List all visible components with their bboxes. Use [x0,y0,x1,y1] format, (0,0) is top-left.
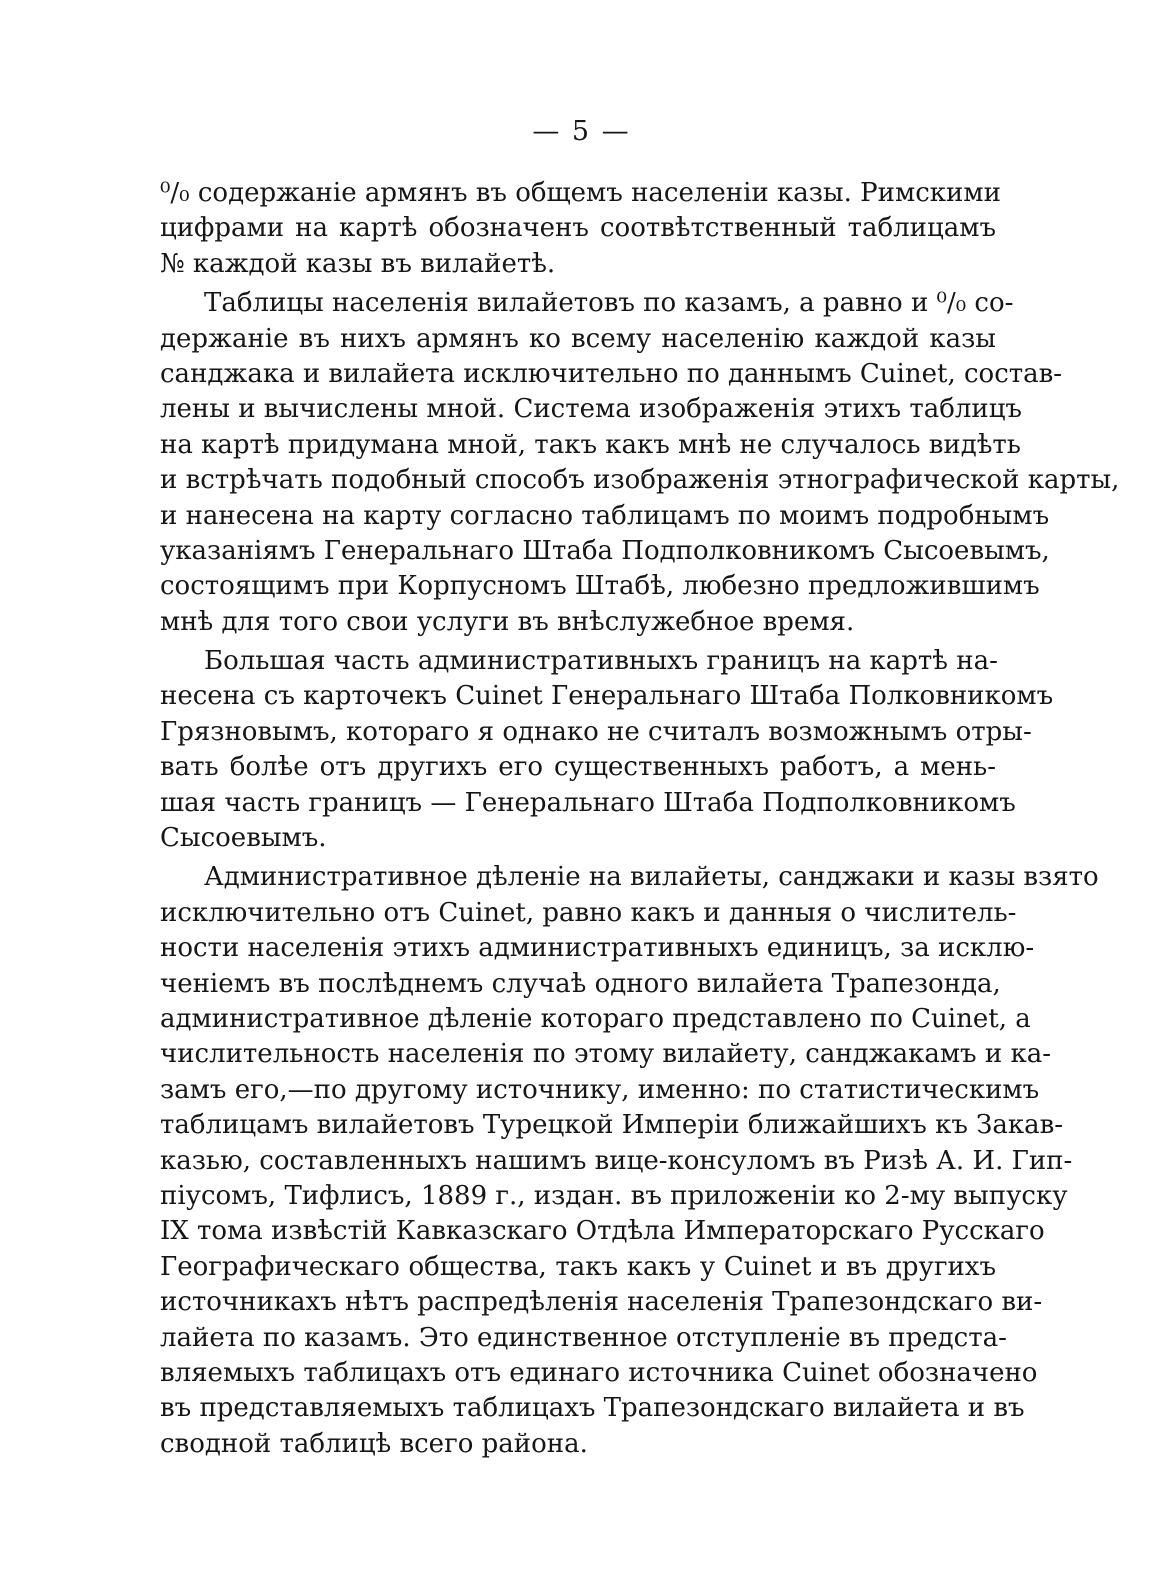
text-line: административное дѣленiе котораго представлено по Cuinet, а [160,1003,1031,1034]
text-line: и нанесена на карту согласно таблицамъ по моимъ подробнымъ [160,500,1050,531]
text-line: замъ его,—по другому источнику, именно: по статистическимъ [160,1074,1040,1105]
text-line: таблицамъ вилайетовъ Турецкой Имперiи ближайшихъ къ Закав- [160,1110,1064,1141]
paragraph-1 [160,176,1001,282]
text-line: ⁰/₀ содержанiе армянъ въ общемъ населенiи казы. Римскими [160,178,1001,208]
body-text [160,176,1120,1462]
text-line: Географическаго общества, такъ какъ у Cuinet и въ другихъ [160,1251,996,1282]
text-line: числительность населенiя по этому вилайету, санджакамъ и ка- [160,1039,1051,1070]
text-line: несена съ карточекъ Cuinet Генеральнаго Штаба Полковникомъ [160,681,1054,712]
paragraph-2 [160,286,1120,640]
text-line: Административное дѣленiе на вилайеты, санджаки и казы взято [204,862,1099,893]
text-line: на картѣ придумана мной, такъ какъ мнѣ не случалось видѣть [160,429,1021,460]
page-number: — 5 — [532,116,631,147]
text-line: вать болѣе отъ другихъ его существенныхъ работъ, а мень- [160,752,996,783]
text-line: ченiемъ въ послѣднемъ случаѣ одного вилайета Трапезонда, [160,968,1001,999]
text-line: шая часть границъ — Генеральнаго Штаба Подполковникомъ [160,787,1016,818]
text-line: состоящимъ при Корпусномъ Штабѣ, любезно предложившимъ [160,571,1040,602]
text-line: Грязновымъ, котораго я однако не считалъ возможнымъ отры- [160,716,1032,747]
text-line: и встрѣчать подобный способъ изображенiя этнографической карты, [160,465,1120,496]
paragraph-4 [160,860,1099,1462]
text-line: цифрами на картѣ обозначенъ соотвѣтственный таблицамъ [160,213,996,244]
text-line: ности населенiя этихъ административныхъ единицъ, за исклю- [160,933,1035,964]
text-line: исключительно отъ Cuinet, равно какъ и данныя о числитель- [160,897,1017,928]
text-line: лены и вычислены мной. Система изображенiя этихъ таблицъ [160,394,1022,425]
paragraph-3 [160,644,1054,856]
text-line: IX тома извѣстiй Кавказскаго Отдѣла Императорскаго Русскаго [160,1216,1045,1247]
text-line: источникахъ нѣтъ распредѣленiя населенiя Трапезондскаго ви- [160,1287,1043,1318]
text-line: № каждой казы въ вилайетѣ. [160,248,556,279]
text-line: указанiямъ Генеральнаго Штаба Подполковникомъ Сысоевымъ, [160,535,1050,566]
text-line: санджака и вилайета исключительно по даннымъ Cuinet, состав- [160,358,1063,389]
text-line: Таблицы населенiя вилайетовъ по казамъ, а равно и ⁰/₀ со- [204,288,1014,319]
text-line: Сысоевымъ. [160,823,327,854]
text-line: лайета по казамъ. Это единственное отступленiе въ предста- [160,1322,1007,1353]
text-line: мнѣ для того свои услуги въ внѣслужебное время. [160,606,855,637]
text-line: казью, составленныхъ нашимъ вице-консуломъ въ Ризѣ А. И. Гип- [160,1145,1073,1176]
text-line: сводной таблицѣ всего района. [160,1428,588,1459]
text-line: Большая часть административныхъ границъ на картѣ на- [204,646,998,677]
text-line: пiусомъ, Тифлисъ, 1889 г., издан. въ приложенiи ко 2-му выпуску [160,1180,1068,1211]
text-line: въ представляемыхъ таблицахъ Трапезондскаго вилайета и въ [160,1393,1025,1424]
text-line: держанiе въ нихъ армянъ ко всему населенiю каждой казы [160,323,996,354]
text-line: вляемыхъ таблицахъ отъ единаго источника Cuinet обозначено [160,1357,1038,1388]
